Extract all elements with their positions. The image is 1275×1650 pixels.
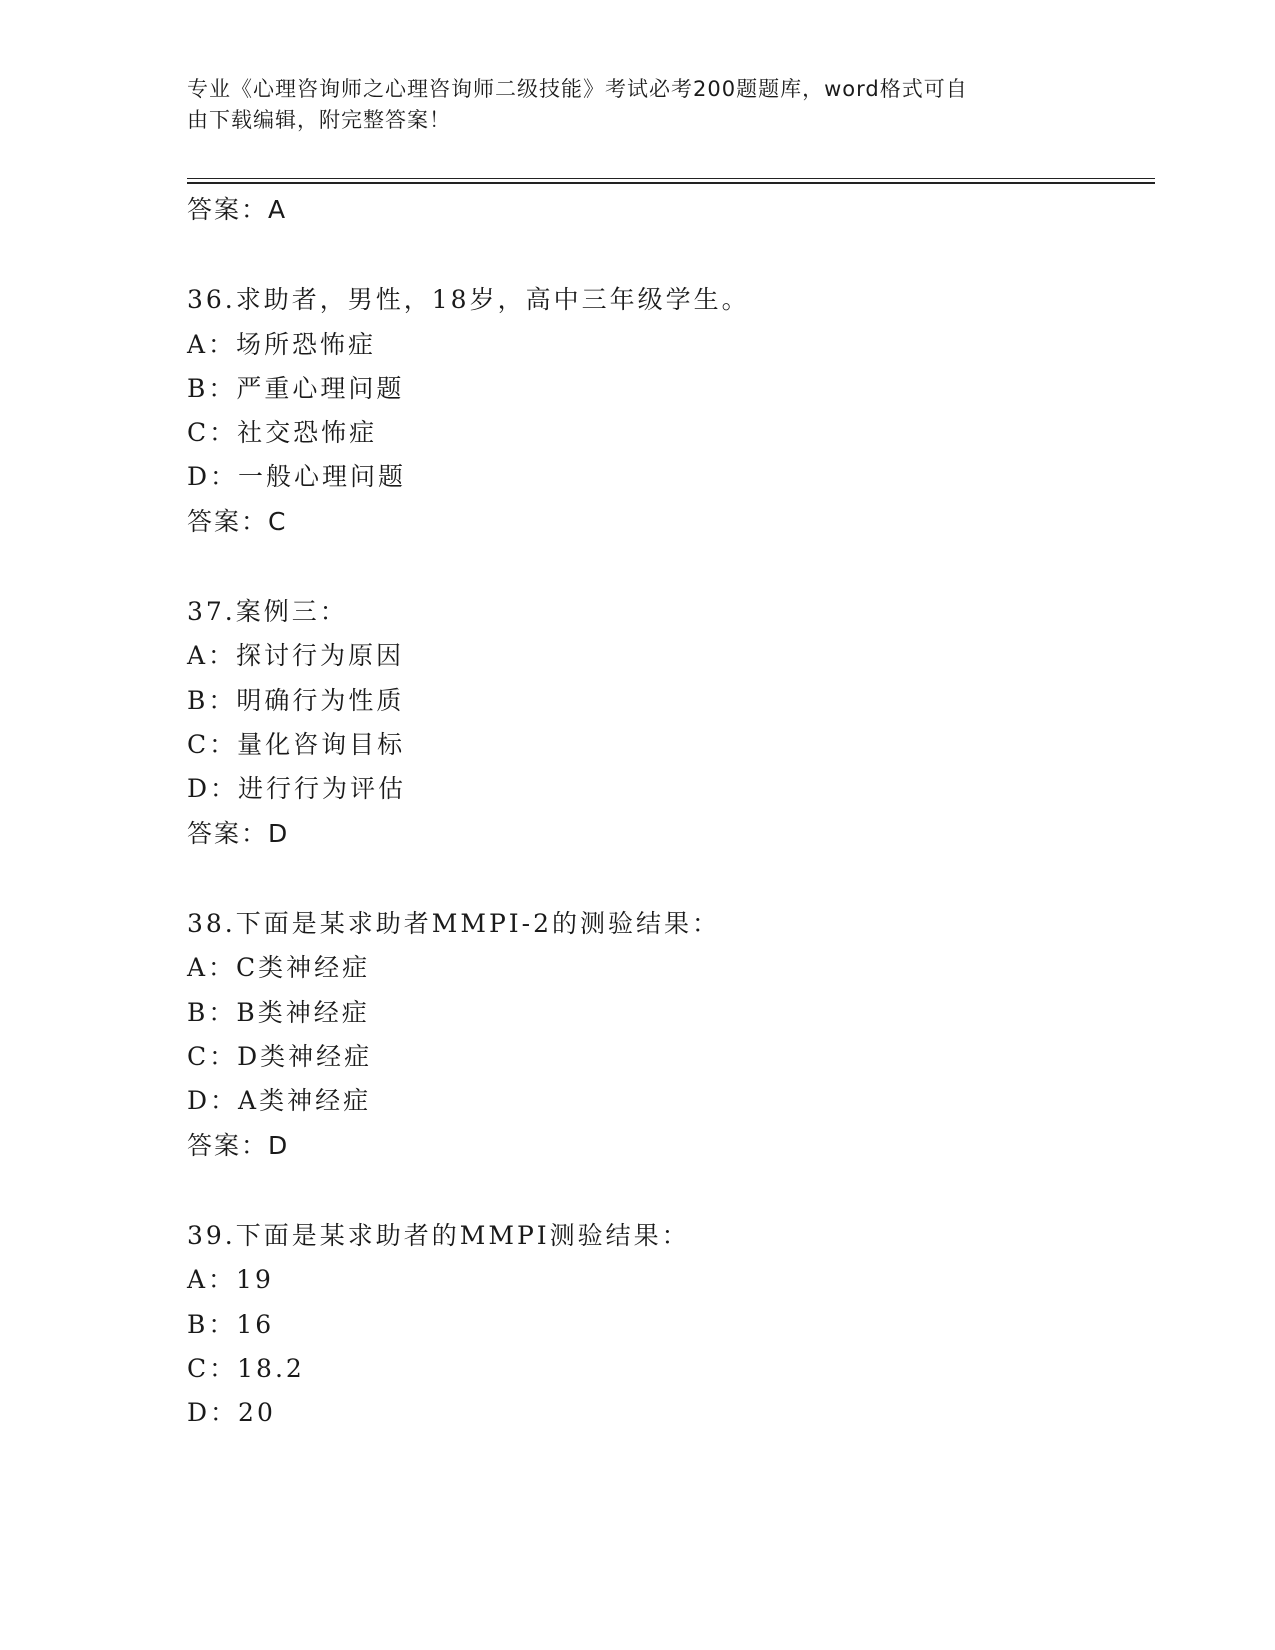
option-38-b: B：B类神经症 — [187, 998, 370, 1027]
option-36-a: A：场所恐怖症 — [187, 330, 377, 359]
question-stem-39: 39.下面是某求助者的MMPI测验结果： — [187, 1221, 690, 1250]
previous-answer: 答案：A — [187, 195, 288, 224]
header-rule-thin — [187, 178, 1155, 179]
option-37-d: D：进行行为评估 — [187, 774, 407, 803]
option-39-a: A：19 — [187, 1265, 274, 1294]
option-38-a: A：C类神经症 — [187, 953, 371, 982]
option-38-c: C：D类神经症 — [187, 1042, 373, 1071]
header-rule-thick — [187, 182, 1155, 184]
option-36-d: D：一般心理问题 — [187, 462, 407, 491]
answer-36: 答案：C — [187, 507, 288, 536]
question-stem-38: 38.下面是某求助者MMPI-2的测验结果： — [187, 909, 721, 938]
option-37-b: B：明确行为性质 — [187, 686, 405, 715]
option-36-c: C：社交恐怖症 — [187, 418, 378, 447]
option-39-c: C：18.2 — [187, 1354, 305, 1383]
answer-37: 答案：D — [187, 819, 290, 848]
option-39-d: D：20 — [187, 1398, 276, 1427]
option-37-c: C：量化咨询目标 — [187, 730, 406, 759]
header-line-1: 专业《心理咨询师之心理咨询师二级技能》考试必考200题题库，word格式可自 — [187, 77, 968, 101]
option-37-a: A：探讨行为原因 — [187, 641, 405, 670]
document-header — [187, 74, 1067, 136]
question-stem-37: 37.案例三： — [187, 597, 348, 626]
option-38-d: D：A类神经症 — [187, 1086, 372, 1115]
option-36-b: B：严重心理问题 — [187, 374, 405, 403]
question-stem-36: 36.求助者，男性，18岁，高中三年级学生。 — [187, 285, 750, 314]
header-line-2: 由下载编辑，附完整答案！ — [187, 108, 451, 132]
option-39-b: B：16 — [187, 1310, 275, 1339]
answer-38: 答案：D — [187, 1131, 290, 1160]
